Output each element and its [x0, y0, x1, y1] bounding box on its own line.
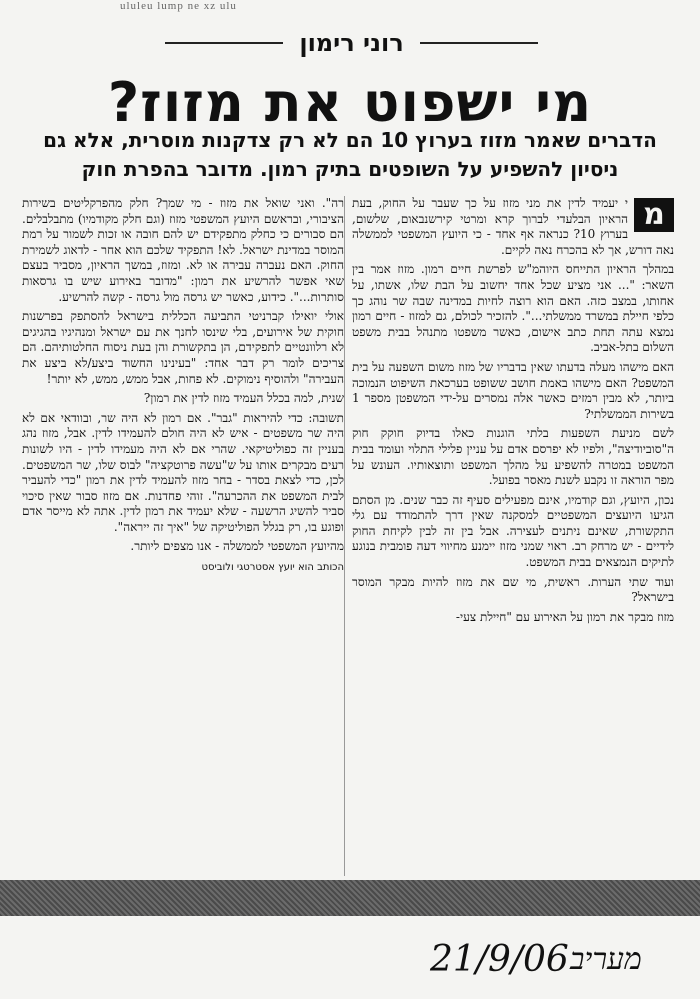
paragraph: מהיועץ המשפטי לממשלה - אנו מצפים ליותר.	[130, 539, 344, 554]
paragraph: לשם מניעת השפעות בלתי הוגנות כאלו בדיוק חוקק חוק ה"סוביודיצה", ולפיו לא יפרסם אדם על עניין פלילי התלוי ועומד בבית המשפט במטרה להשפיע על מהלך המשפט ותוצאותיו. העונש על מפר הוראה זו נקבע לשנת מאסר בפועל.	[352, 426, 674, 488]
paragraph: ועוד שתי הערות. ראשית, מי שם את מזוז להיות מבקר המוסר בישראל?	[352, 574, 674, 605]
paragraph: האם מישהו מעלה בדעתו שאין בדבריו של מזוז משום השפעה על בית המשפט? האם מישהו באמת חושב ששופט בערכאת השיפוט הנמוכה ביותר, לא מבין רמזים כאשר אלה נמסרים על-ידי המשפטן מספר 1 בשירות הממשלתי?	[352, 359, 674, 421]
paragraph: במהלך הראיון התייחס היוהמ"ש לפרשת חיים רמון. מזוז אמר בין השאר: "... אני מציע שכל אחד יחשוב על הבת שלו, אשתו, על אחותו, במצב כזה. האם הוא רוצה לחיות במדינה שבה שר נוהג כך כלפי חיילת במשרד ממשלתי...". להזכיר לכולם, גם למזוז - חיים רמון נמצא עתה תחת כתב אישום, כאשר משפטו מתנהל בבית משפט השלום בתל-אביב.	[352, 262, 674, 355]
handwritten-date: 21/9/06	[430, 939, 569, 980]
handwritten-newspaper-name: מעריב	[570, 942, 642, 977]
author-byline: רוני רימון	[299, 29, 404, 57]
article-subheadline: הדברים שאמר מזוז בערוץ 10 הם לא רק צדקנות מוסרית, אלא גם ניסיון להשפיע על השופטים בתיק רמון. מדובר בהפרת חוק	[43, 128, 657, 181]
paragraph: שנית, למה בכלל העמיד מזוז לדין את רמון?	[143, 391, 344, 406]
paragraph: תשובה: כדי להיראות "גבר". אם רמון לא היה שר, ובוודאי אם לא היה שר משפטים - איש לא היה חולם להעמידו לדין. אבל, מזוז נהג בעניין זה כפוליטיקאי. שהרי אם לא היה מעמידו לדין - היו לשונות רעים מבקרים אותו על ש"עשה פרוטקציה" לבוס שלו, שר המשפטים. לכן, כדי לצאת בסדר - בחר מזוז להעמיד לדין את רמון "כדי להעביר לבית המשפט את ההכרעה". זוהי פחדנות. אם מזוז סבור שאין סיכוי סביר להשיג הרשעה - שלא יעמיד את רמון לדין. אתה לא מייסר אדם ופוגע בו, רק בגלל הפוליטיקה של "איך זה ייראה".	[22, 410, 344, 534]
handwritten-note	[350, 930, 650, 990]
author-credit: הכותב הוא יועץ אסטרטגי ולוביסט	[201, 562, 344, 574]
byline-rule-right	[420, 42, 538, 44]
drop-cap: מ	[634, 198, 674, 232]
paragraph: אולי יואילו קברניטי התביעה הכללית בישראל להסתפק בפרשנות חוקית של אירועים, בלי שינסו לחנך את עם ישראל ומנהיגיו בהגיגים לא רלוונטיים לתפקידם, הן בתקשורת והן בעת ניסוח החלטותיהם. הם צריכים לומר רק דבר אחד: "בעינינו החשוד ביצע/לא ביצע את העבירה" ולהוסיף נימוקים. לא פחות, אבל ממש, ממש, לא יותר!	[22, 309, 344, 386]
article-column-left	[22, 196, 344, 575]
paragraph: מזוז מבקר את רמון על האירוע עם "חיילת צעי-	[455, 609, 674, 624]
article-headline: מי ישפוט את מזוז?	[107, 71, 593, 134]
clipping-top-strip: ululeu lump ne xz ulu	[120, 0, 237, 12]
column-divider	[344, 196, 345, 876]
article-column-right	[352, 196, 674, 629]
byline-rule-left	[165, 42, 283, 44]
author-byline-bar	[0, 28, 700, 58]
paragraph: רה". ואני שואל את מזוז - מי שמך? חלק מהפרקליטים בשירות הציבורי, ובראשם היועץ המשפטי מזוז (וגם חלק מקודמיו) מתבלבלים. הם סבורים כי כחלק מתפקידם יש להם חובה או זכות לשמור על רמת המוסר במדינת ישראל. לא! התפקיד שלכם הוא אחר - לדאוג לשמירת החוק. האם נעברה עבירה או לא. ומזוז, במשך הראיון, מסביר בעצם שאי אפשר להרשיע את רמון: "מדובר באירוע שיש בו גרסאות סותרות...". כידוע, כאשר יש גרסה מול גרסה - קשה להרשיע.	[22, 196, 344, 304]
paragraph: נכון, היועץ, וגם קודמיו, אינם מפעילים סעיף זה כבר שנים. מן הסתם הגיעו היועצים המשפטיים למסקנה שאין דרך להתמודד עם גלי התקשורת, שאינם ניתנים לעצירה. אבל בין זה לבין לקיחת החוק לידיים - יש מרחק רב. ראוי שמני מזוז יימנע מחיווי דעה פומבית בנוגע לתיקים הנמצאים בבית המשפט.	[352, 492, 674, 570]
scan-footer-band	[0, 880, 700, 916]
paragraph: י יעמיד לדין את מני מזוז על כך שעבר על החוק, בעת הראיון הבלעדי לברוך קרא ומרטי קירשנבאום, שלשום, בערוץ 10? כנראה אף אחד - כי היועץ המשפטי לממשלה נאה דורש, אך לא בהכרח נאה לקיים.	[352, 196, 674, 257]
